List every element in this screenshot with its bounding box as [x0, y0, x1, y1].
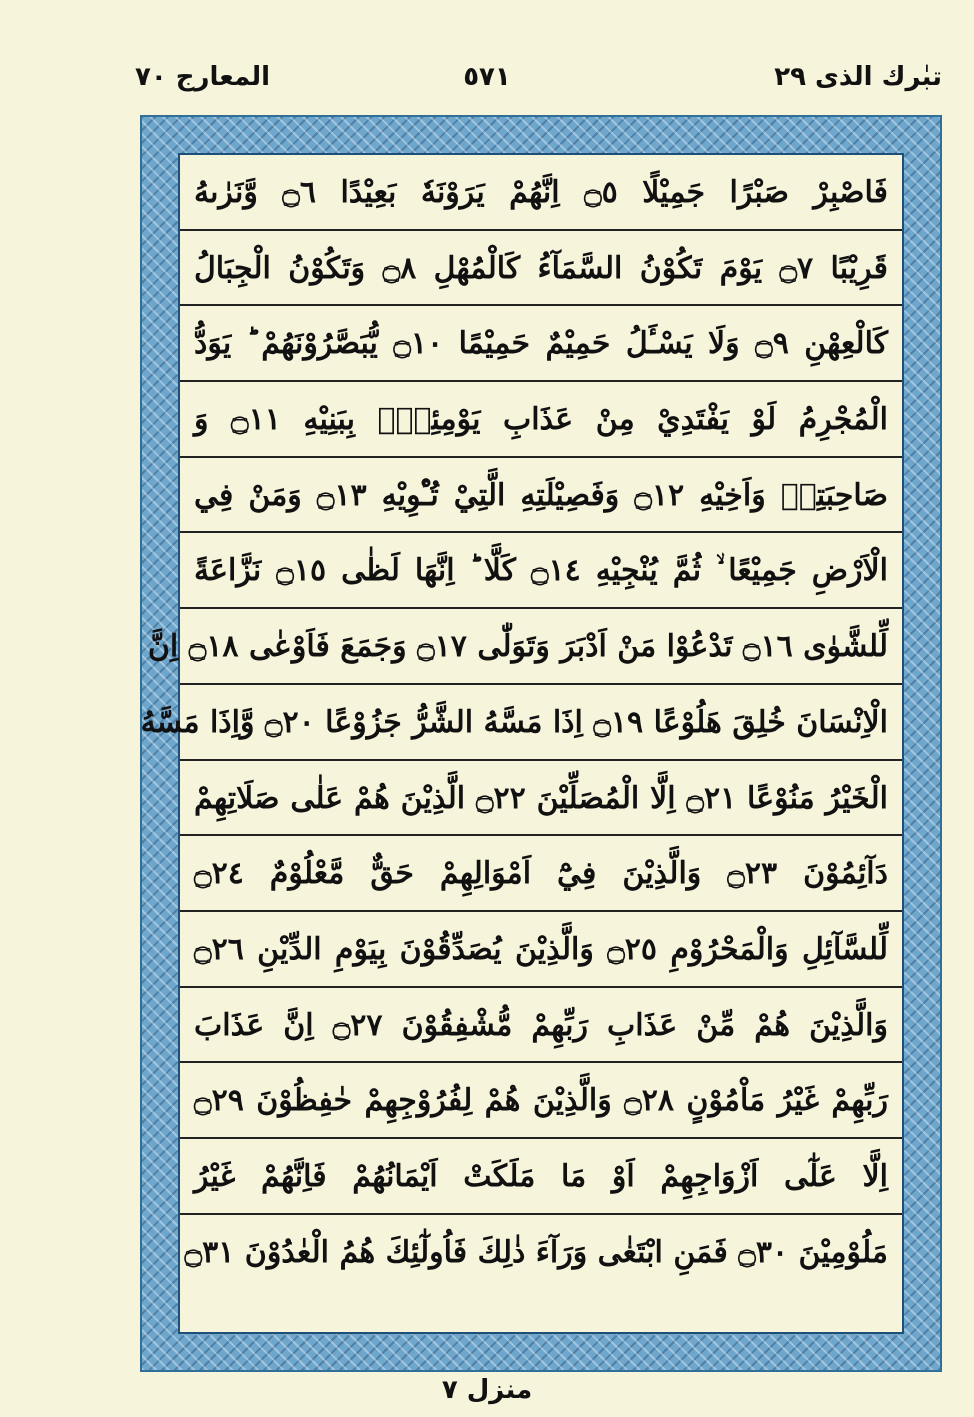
verse-line: اِلَّا عَلٰٓى اَزْوَاجِهِمْ اَوْ مَا مَلَكَتْ اَيْمَانُهُمْ فَاِنَّهُمْ غَيْرُ — [180, 1139, 902, 1215]
page-header — [0, 62, 974, 106]
verse-line: فَاصْبِرْ صَبْرًا جَمِيْلًا ۝٥ اِنَّهُمْ يَرَوْنَهٗ بَعِيْدًا ۝٦ وَّنَرٰىهُ — [180, 155, 902, 231]
juz-name: تبٰرك الذى ٢٩ — [774, 62, 942, 92]
verse-line: الْاِنْسَانَ خُلِقَ هَلُوْعًا ۝١٩ اِذَا مَسَّهُ الشَّرُّ جَزُوْعًا ۝٢٠ وَّاِذَا مَسَّهُ — [180, 685, 902, 761]
verse-line: صَاحِبَتِهٖ وَاَخِيْهِ ۝١٢ وَفَصِيْلَتِهِ الَّتِيْ تُـْٔوِيْهِ ۝١٣ وَمَنْ فِي — [180, 458, 902, 534]
page-number: ٥٧١ — [463, 62, 511, 92]
verse-line: قَرِيْبًا ۝٧ يَوْمَ تَكُوْنُ السَّمَآءُ كَالْمُهْلِ ۝٨ وَتَكُوْنُ الْجِبَالُ — [180, 231, 902, 307]
surah-name: المعارج ٧٠ — [135, 62, 271, 92]
text-panel — [140, 153, 904, 1334]
verse-line: الْخَيْرُ مَنُوْعًا ۝٢١ اِلَّا الْمُصَلِّيْنَ ۝٢٢ الَّذِيْنَ هُمْ عَلٰى صَلَاتِهِمْ — [180, 761, 902, 837]
verse-line: لِّلشَّوٰى ۝١٦ تَدْعُوْا مَنْ اَدْبَرَ وَتَوَلّٰى ۝١٧ وَجَمَعَ فَاَوْعٰى ۝١٨ اِنَّ — [180, 609, 902, 685]
verse-line: لِّلسَّآئِلِ وَالْمَحْرُوْمِ ۝٢٥ وَالَّذِيْنَ يُصَدِّقُوْنَ بِيَوْمِ الدِّيْنِ ۝٢٦ — [180, 912, 902, 988]
verse-line: الْمُجْرِمُ لَوْ يَفْتَدِيْ مِنْ عَذَابِ يَوْمِئِذٍۭ بِبَنِيْهِ ۝١١ وَ — [180, 382, 902, 458]
verse-line: الْاَرْضِ جَمِيْعًا ۙ ثُمَّ يُنْجِيْهِ ۝١٤ كَلَّا ؕ اِنَّهَا لَظٰى ۝١٥ نَزَّاعَةً — [180, 533, 902, 609]
decorative-border — [140, 115, 942, 1372]
verse-line: دَآئِمُوْنَ ۝٢٣ وَالَّذِيْنَ فِيْٓ اَمْوَالِهِمْ حَقٌّ مَّعْلُوْمٌ ۝٢٤ — [180, 836, 902, 912]
verse-line: كَالْعِهْنِ ۝٩ وَلَا يَسْـَٔلُ حَمِيْمٌ حَمِيْمًا ۝١٠ يُّبَصَّرُوْنَهُمْ ؕ يَوَدُّ — [180, 306, 902, 382]
manzil-marker: منزل ٧ — [441, 1375, 533, 1405]
verse-lines — [140, 155, 902, 1332]
verse-line: رَبِّهِمْ غَيْرُ مَاْمُوْنٍ ۝٢٨ وَالَّذِيْنَ هُمْ لِفُرُوْجِهِمْ حٰفِظُوْنَ ۝٢٩ — [180, 1063, 902, 1139]
verse-line: وَالَّذِيْنَ هُمْ مِّنْ عَذَابِ رَبِّهِمْ مُّشْفِقُوْنَ ۝٢٧ اِنَّ عَذَابَ — [180, 988, 902, 1064]
verse-line: مَلُوْمِيْنَ ۝٣٠ فَمَنِ ابْتَغٰى وَرَآءَ ذٰلِكَ فَاُولٰٓئِكَ هُمُ الْعٰدُوْنَ ۝٣١ — [184, 1234, 888, 1270]
